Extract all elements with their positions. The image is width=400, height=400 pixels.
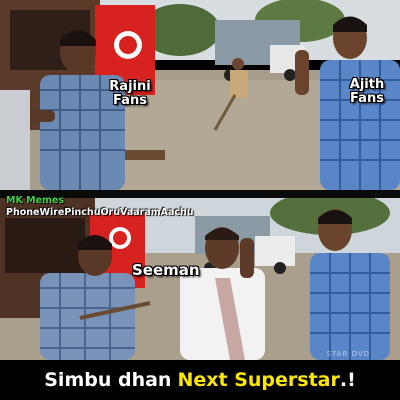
bottom-panel-scene <box>0 198 400 360</box>
top-panel <box>0 0 400 190</box>
seeman-label: Seeman <box>132 261 200 279</box>
watermark-page: PhoneWirePinchuOruVaaramAachu <box>6 206 194 218</box>
caption <box>0 360 400 400</box>
caption-part-3: .! <box>339 369 356 391</box>
watermark-brand: MK Memes <box>6 195 65 206</box>
side-man <box>0 90 30 190</box>
rajini-fans-label: Rajini Fans <box>109 79 151 108</box>
star-dvd-watermark: STAR DVD <box>326 350 370 358</box>
ajith-fans-label: Ajith Fans <box>349 77 385 106</box>
bench <box>125 150 165 160</box>
watermark <box>6 195 194 219</box>
caption-part-1: Simbu dhan <box>44 369 172 391</box>
background-man <box>230 70 248 98</box>
bottom-panel <box>0 198 400 360</box>
truck-cab <box>255 236 295 266</box>
caption-part-2: Next Superstar <box>177 369 340 391</box>
